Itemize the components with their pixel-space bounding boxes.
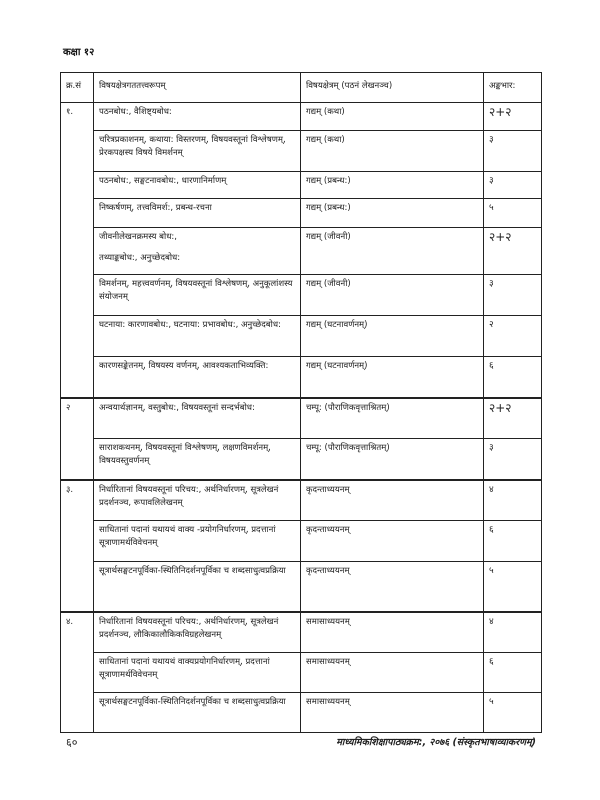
topic-cell: पठनबोध:, वैशिष्ट्यबोध: bbox=[94, 103, 301, 131]
table-row bbox=[61, 521, 542, 562]
table-body bbox=[61, 103, 542, 733]
area-cell: गद्यम् (प्रबन्ध:) bbox=[301, 172, 484, 199]
marks-cell: ३ bbox=[484, 131, 542, 172]
marks-cell: ४ bbox=[484, 612, 542, 653]
table-row bbox=[61, 131, 542, 172]
serial-cell: ३. bbox=[61, 480, 94, 612]
area-cell: चम्पू: (पौराणिकवृत्ताश्रितम्) bbox=[301, 398, 484, 439]
topic-cell: सूत्रार्थसङ्घटनपूर्विका-स्थितिनिदर्शनपूर्विका च शब्दसाधुत्वप्रक्रिया bbox=[94, 693, 301, 733]
topic-cell: सूत्रार्थसङ्घटनपूर्विका-स्थितिनिदर्शनपूर्विका च शब्दसाधुत्वप्रक्रिया bbox=[94, 562, 301, 612]
area-cell: गद्यम् (कथा) bbox=[301, 131, 484, 172]
topic-cell bbox=[94, 228, 301, 275]
marks-cell: ५ bbox=[484, 693, 542, 733]
marks-cell: २+२ bbox=[484, 398, 542, 439]
area-cell: गद्यम् (कथा) bbox=[301, 103, 484, 131]
header-marks: अङ्कभार: bbox=[484, 73, 542, 103]
topic-cell: विमर्शनम्, महत्त्ववर्णनम्, विषयवस्तूनां विश्लेषणम्, अनुकूलांशस्य संयोजनम् bbox=[94, 275, 301, 316]
topic-cell: अन्वयार्थज्ञानम्, वस्तुबोध:, विषयवस्तूनां सन्दर्भबोध: bbox=[94, 398, 301, 439]
table-header-row bbox=[61, 73, 542, 103]
table-row bbox=[61, 439, 542, 480]
topic-cell: साराशकथनम्, विषयवस्तूनां विश्लेषणम्, लक्षणविमर्शनम्, विषयवस्तुवर्णनम् bbox=[94, 439, 301, 480]
serial-cell: १. bbox=[61, 103, 94, 398]
table-row bbox=[61, 199, 542, 228]
table-row bbox=[61, 480, 542, 521]
area-cell: कृदन्ताध्ययनम् bbox=[301, 480, 484, 521]
area-cell: समासाध्ययनम् bbox=[301, 612, 484, 653]
area-cell: गद्यम् (जीवनी) bbox=[301, 275, 484, 316]
table-row bbox=[61, 693, 542, 733]
header-serial: क्र.सं bbox=[61, 73, 94, 103]
topic-cell: साधितानां पदानां यथायथं वाक्यप्रयोगनिर्धारणम्, प्रदत्तानां सूत्राणामर्थविवेचनम् bbox=[94, 653, 301, 693]
marks-cell: ६ bbox=[484, 357, 542, 398]
syllabus-table bbox=[60, 72, 542, 733]
area-cell: गद्यम् (प्रबन्ध:) bbox=[301, 199, 484, 228]
topic-cell: साधितानां पदानां यथायथं वाक्य -प्रयोगनिर्धारणम्, प्रदत्तानां सूत्राणामर्थविवेचनम् bbox=[94, 521, 301, 562]
marks-cell: ६ bbox=[484, 653, 542, 693]
topic-cell: निर्धारितानां विषयवस्तूनां परिचय:, अर्थनिर्धारणम्, सूत्रलेखनं प्रदर्शनञ्च, रूपावलिलेखनम् bbox=[94, 480, 301, 521]
table-row bbox=[61, 562, 542, 612]
table-row bbox=[61, 357, 542, 398]
area-cell: कृदन्ताध्ययनम् bbox=[301, 521, 484, 562]
marks-cell: ३ bbox=[484, 172, 542, 199]
table-row bbox=[61, 228, 542, 275]
marks-cell: ६ bbox=[484, 521, 542, 562]
area-cell: समासाध्ययनम् bbox=[301, 693, 484, 733]
table-row bbox=[61, 316, 542, 357]
marks-cell: ४ bbox=[484, 480, 542, 521]
class-label: कक्षा १२ bbox=[63, 47, 95, 58]
marks-cell: २+२ bbox=[484, 103, 542, 131]
table-row bbox=[61, 103, 542, 131]
marks-cell: २ bbox=[484, 316, 542, 357]
marks-cell: ३ bbox=[484, 439, 542, 480]
table-row bbox=[61, 398, 542, 439]
topic-cell: चरित्रप्रकाशनम्, कथाया: विस्तरणम्, विषयवस्तूनां विश्लेषणम्, प्रेरकपक्षस्य विषये विमर्शनम् bbox=[94, 131, 301, 172]
page-number: ६० bbox=[66, 736, 78, 749]
topic-line: तथ्याङ्कबोध:, अनुच्छेदबोध: bbox=[99, 253, 181, 263]
table-row bbox=[61, 612, 542, 653]
area-cell: गद्यम् (घटनावर्णनम्) bbox=[301, 357, 484, 398]
marks-cell: ५ bbox=[484, 562, 542, 612]
area-cell: गद्यम् (जीवनी) bbox=[301, 228, 484, 275]
topic-cell: पठनबोध:, सङ्घटनावबोध:, धारणानिर्माणम् bbox=[94, 172, 301, 199]
topic-cell: निष्कर्षणम्, तत्त्वविमर्श:, प्रबन्ध-रचना bbox=[94, 199, 301, 228]
header-area: विषयक्षेत्रम् (पठनं लेखनञ्च) bbox=[301, 73, 484, 103]
topic-line: जीवनीलेखनक्रमस्य बोध:, bbox=[99, 232, 177, 242]
area-cell: समासाध्ययनम् bbox=[301, 653, 484, 693]
marks-cell: ५ bbox=[484, 199, 542, 228]
area-cell: कृदन्ताध्ययनम् bbox=[301, 562, 484, 612]
header-topic: विषयक्षेत्रगततत्त्वरूपम् bbox=[94, 73, 301, 103]
table-row bbox=[61, 275, 542, 316]
serial-cell: २ bbox=[61, 398, 94, 480]
table-row bbox=[61, 172, 542, 199]
footer-title: माध्यमिकशिक्षापाठ्यक्रम:, २०७६ (संस्कृतभाषाव्याकरणम्) bbox=[336, 737, 536, 748]
marks-cell: २+२ bbox=[484, 228, 542, 275]
topic-cell: निर्धारितानां विषयवस्तूनां परिचय:, अर्थनिर्धारणम्, सूत्रलेखनं प्रदर्शनञ्च, लौकिकालौकिकविग्रहलेखनम् bbox=[94, 612, 301, 653]
marks-cell: ३ bbox=[484, 275, 542, 316]
area-cell: चम्पू: (पौराणिकवृत्ताश्रितम्) bbox=[301, 439, 484, 480]
area-cell: गद्यम् (घटनावर्णनम्) bbox=[301, 316, 484, 357]
serial-cell: ४. bbox=[61, 612, 94, 733]
topic-cell: घटनाया: कारणावबोध:, घटनाया: प्रभावबोध:, अनुच्छेदबोध: bbox=[94, 316, 301, 357]
table-row bbox=[61, 653, 542, 693]
topic-cell: कारणसङ्केतनम्, विषयस्य वर्णनम्, आवश्यकताभिव्यक्ति: bbox=[94, 357, 301, 398]
